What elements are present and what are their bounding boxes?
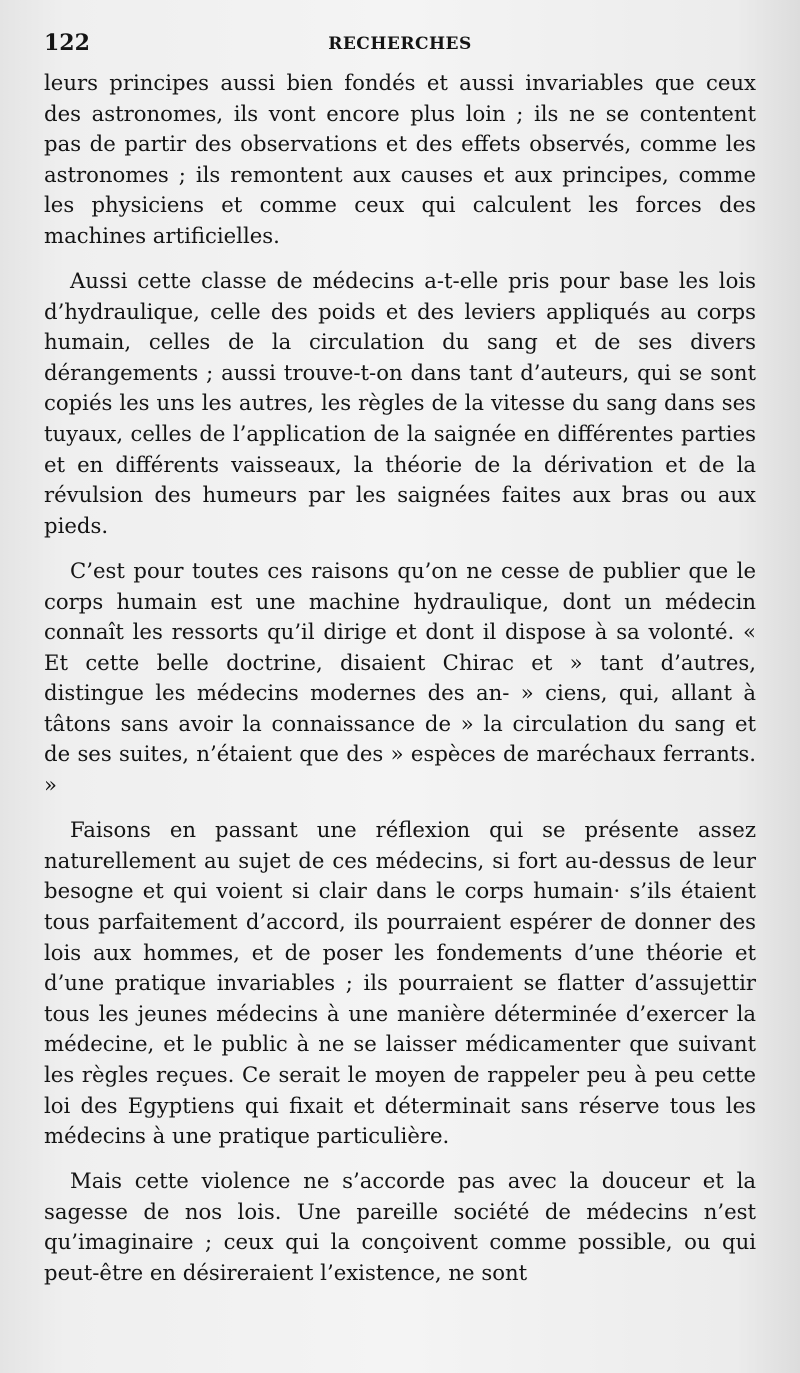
body-text — [44, 68, 756, 1289]
paragraph-1: leurs principes aussi bien fondés et aussi invariables que ceux des astronomes, ils vont encore plus loin ; ils ne se contentent pas de partir des observations et des effets observés, comme les astronomes ; ils remontent aux causes et aux principes, comme les physiciens et comme ceux qui calculent les forces des machines artificielles. — [44, 70, 756, 248]
page-header — [44, 30, 756, 60]
paragraph-4: Faisons en passant une réflexion qui se présente assez naturellement au sujet de ces médecins, si fort au-dessus de leur besogne et qui voient si clair dans le corps humain· s’ils étaient tous parfaitement d’accord, ils pourraient espérer de donner des lois aux hommes, et de poser les fondements d’une théorie et d’une pratique invariables ; ils pourraient se flatter d’assujettir tous les jeunes médecins à une manière déterminée d’exercer la médecine, et le public à ne se laisser médicamenter que suivant les règles reçues. Ce serait le moyen de rappeler peu à peu cette loi des Egyptiens qui fixait et déterminait sans réserve tous les médecins à une pratique particulière. — [44, 817, 756, 1149]
paragraph-3: C’est pour toutes ces raisons qu’on ne cesse de publier que le corps humain est une machine hydraulique, dont un médecin connaît les ressorts qu’il dirige et dont il dispose à sa volonté. « Et cette belle doctrine, disaient Chirac et » tant d’autres, distingue les médecins modernes des an- » ciens, qui, allant à tâtons sans avoir la connaissance de » la circulation du sang et de ses suites, n’étaient que des » espèces de maréchaux ferrants. » — [44, 557, 756, 798]
running-head: RECHERCHES — [328, 34, 472, 54]
paragraph-2: Aussi cette classe de médecins a-t-elle pris pour base les lois d’hydraulique, celle des poids et des leviers appliqués au corps humain, celles de la circulation du sang et de ses divers dérangements ; aussi trouve-t-on dans tant d’auteurs, qui se sont copiés les uns les autres, les règles de la vitesse du sang dans ses tuyaux, celles de l’application de la saignée en différentes parties et en différents vaisseaux, la théorie de la dérivation et de la révulsion des humeurs par les saignées faites aux bras ou aux pieds. — [44, 268, 756, 538]
paragraph-5: Mais cette violence ne s’accorde pas avec la douceur et la sagesse de nos lois. Une pareille société de médecins n’est qu’imaginaire ; ceux qui la conçoivent comme possible, ou qui peut-être en désireraient l’existence, ne sont — [44, 1168, 756, 1285]
page-number: 122 — [44, 30, 90, 56]
